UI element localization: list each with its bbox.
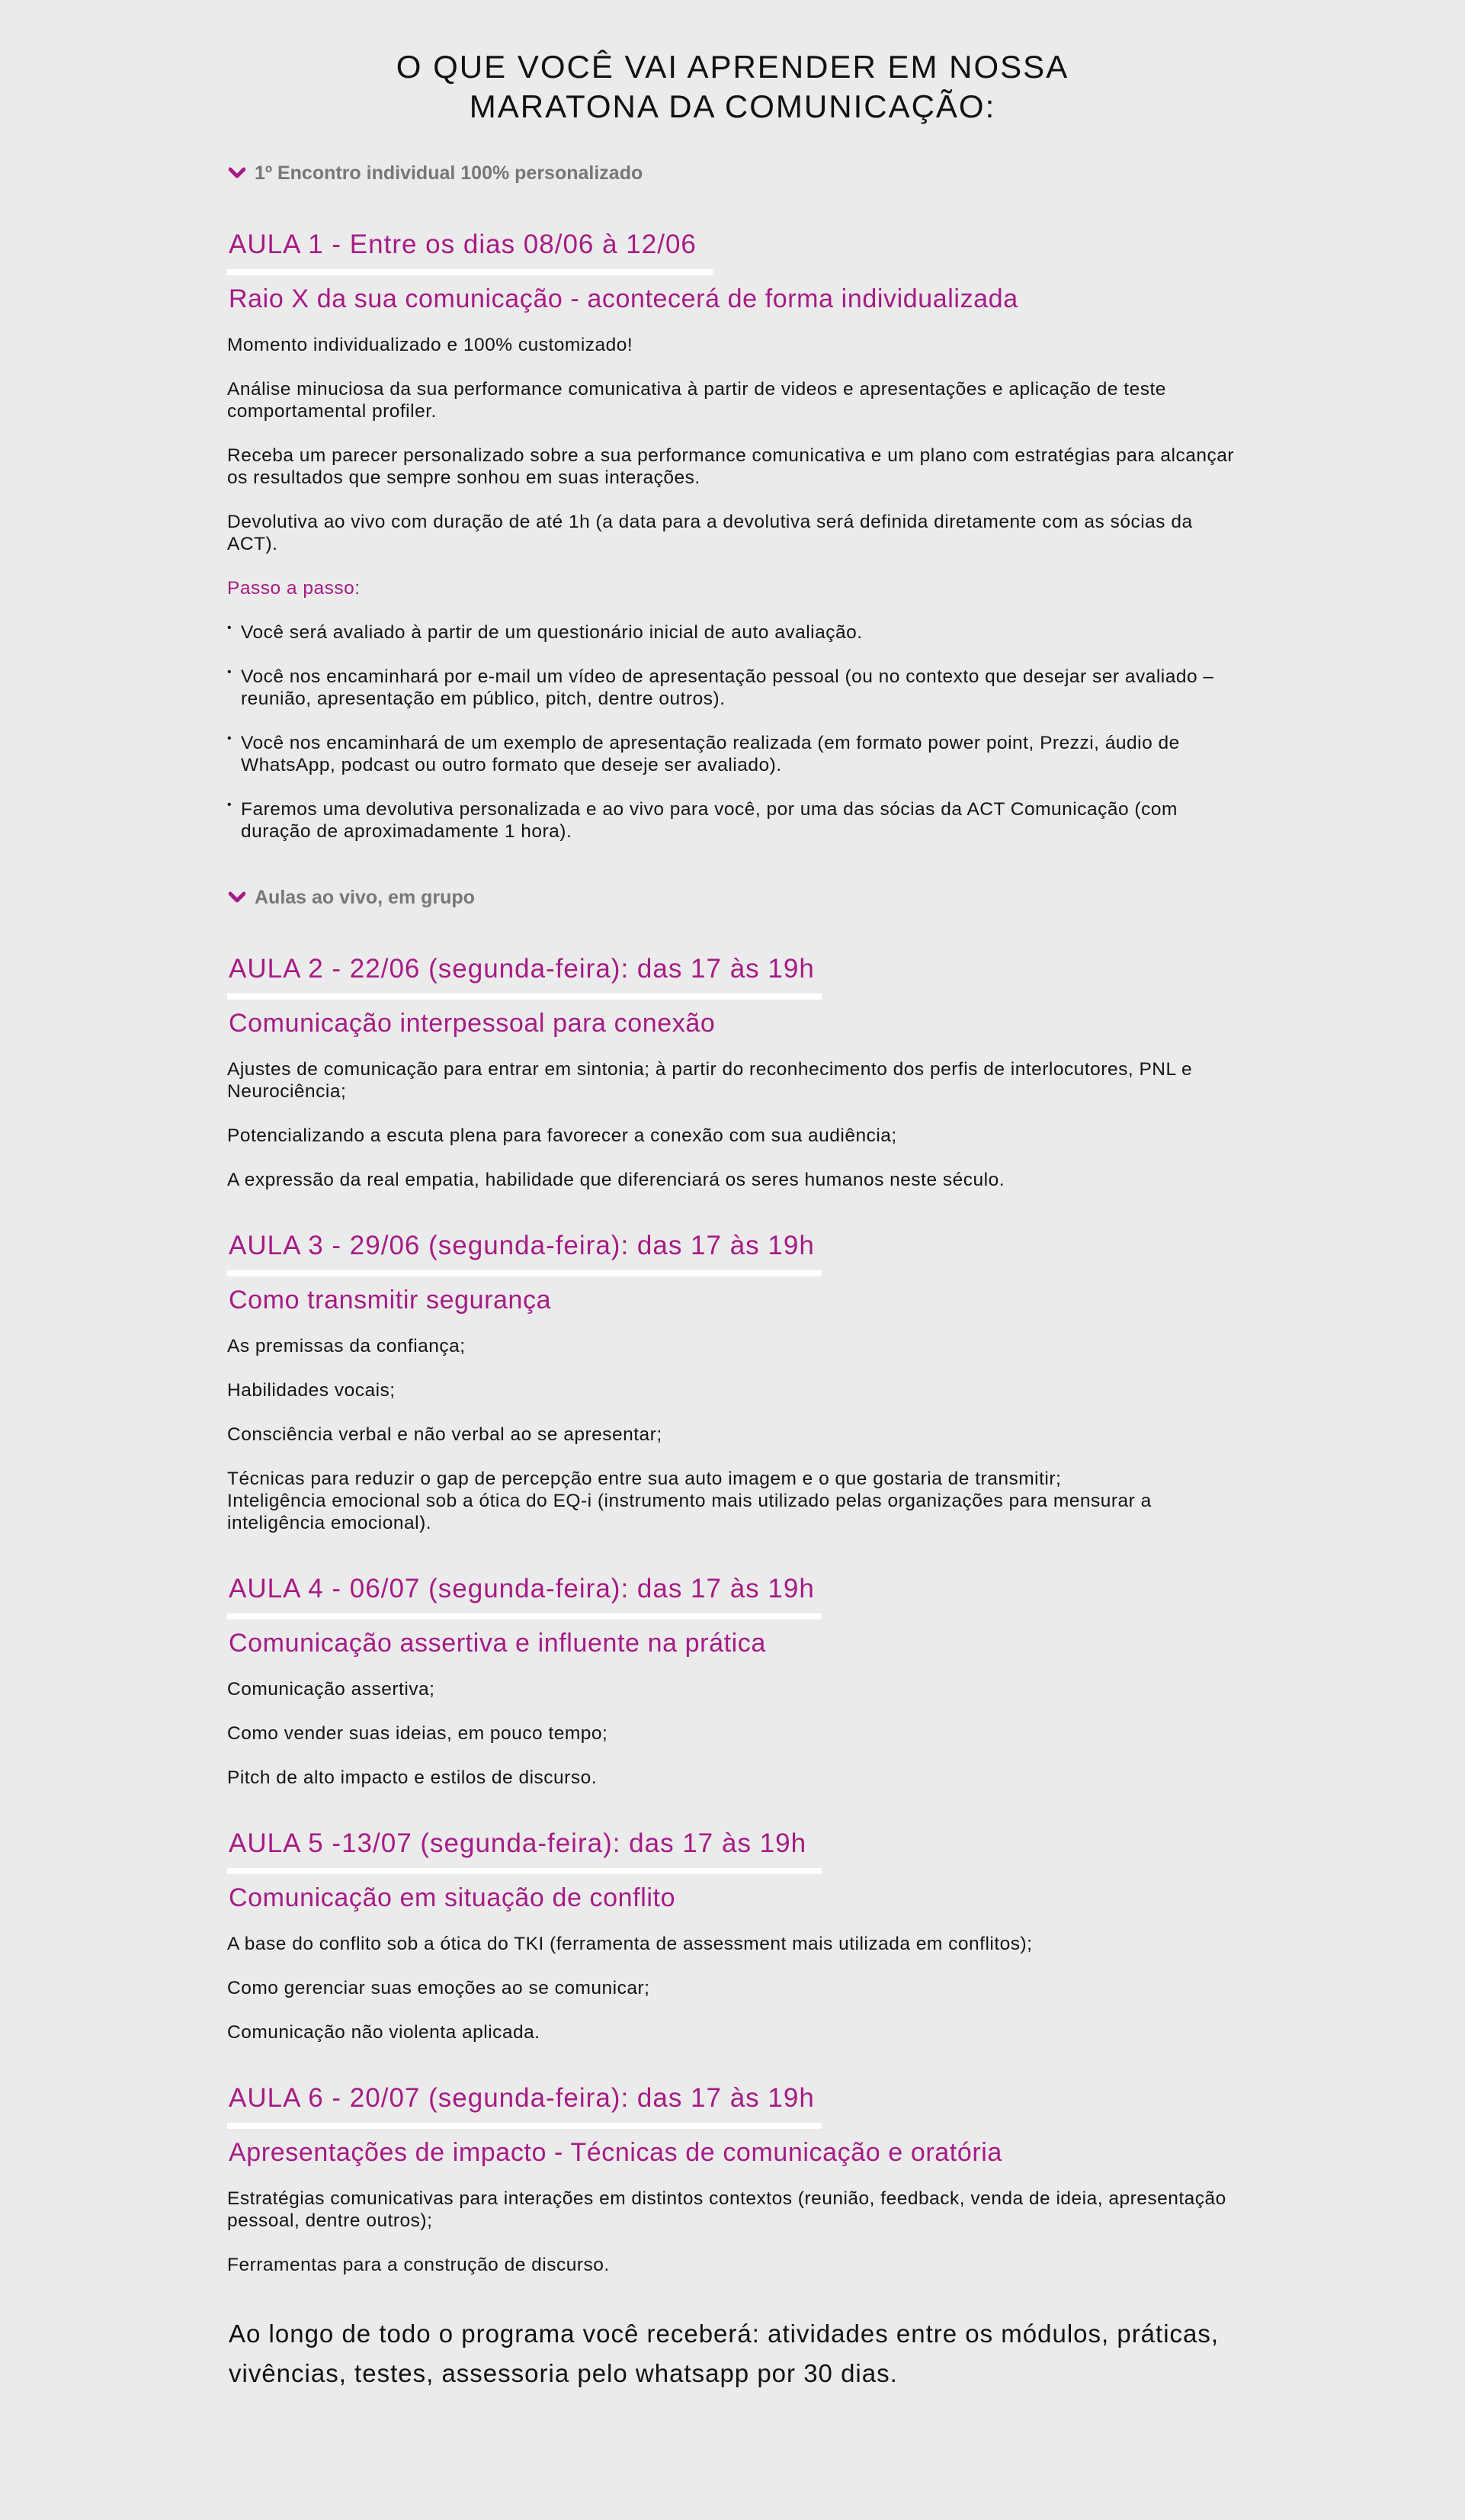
lesson-text: Inteligência emocional sob a ótica do EQ-i (instrumento mais utilizado pelas organizações para mensurar a inteligência emocional).: [227, 1491, 1152, 1533]
lesson-text: Ferramentas para a construção de discurso.: [227, 2255, 610, 2275]
page-title-line-2: MARATONA DA COMUNICAÇÃO:: [469, 88, 996, 124]
bullet-icon: •: [227, 798, 232, 811]
lesson-text: Análise minuciosa da sua performance comunicativa à partir de videos e apresentações e aplicação de teste comportamental profiler.: [227, 379, 1166, 422]
lesson-text: Consciência verbal e não verbal ao se apresentar;: [227, 1424, 662, 1445]
section-toggle-individual[interactable]: [227, 156, 1241, 190]
list-item: [227, 732, 1241, 776]
lesson-text: Como vender suas ideias, em pouco tempo;: [227, 1723, 608, 1744]
lesson-text: A expressão da real empatia, habilidade que diferenciará os seres humanos neste século.: [227, 1170, 1005, 1190]
lesson-text: Momento individualizado e 100% customizado!: [227, 335, 633, 355]
chevron-down-icon: [229, 891, 245, 904]
lesson-subtitle: Apresentações de impacto - Técnicas de comunicação e oratória: [229, 2138, 1002, 2167]
lesson-text: Pitch de alto impacto e estilos de discurso.: [227, 1767, 598, 1788]
page-title: [0, 47, 1465, 127]
lesson-heading: AULA 5 -13/07 (segunda-feira): das 17 às 19h: [227, 1828, 822, 1874]
bullet-icon: •: [227, 666, 232, 679]
lesson-heading: AULA 3 - 29/06 (segunda-feira): das 17 às 19h: [227, 1231, 822, 1276]
lesson-subtitle: Comunicação em situação de conflito: [229, 1883, 676, 1912]
lesson-heading: AULA 6 - 20/07 (segunda-feira): das 17 às 19h: [227, 2083, 822, 2129]
list-item-text: Você nos encaminhará de um exemplo de apresentação realizada (em formato power point, Prezzi, áudio de WhatsApp, podcast ou outro formato que deseje ser avaliado).: [241, 733, 1180, 775]
list-item-text: Você nos encaminhará por e-mail um vídeo de apresentação pessoal (ou no contexto que desejar ser avaliado – reunião, apresentação em público, pitch, dentre outros).: [241, 666, 1214, 709]
page-title-line-1: O QUE VOCÊ VAI APRENDER EM NOSSA: [396, 49, 1069, 85]
lesson-text: Habilidades vocais;: [227, 1380, 396, 1401]
lesson-text: Técnicas para reduzir o gap de percepção entre sua auto imagem e o que gostaria de transmitir;: [227, 1469, 1062, 1489]
list-item: [227, 666, 1241, 710]
lesson-heading: AULA 2 - 22/06 (segunda-feira): das 17 às 19h: [227, 954, 822, 1000]
lesson-text: Ajustes de comunicação para entrar em sintonia; à partir do reconhecimento dos perfis de interlocutores, PNL e Neurociência;: [227, 1059, 1193, 1102]
list-item-text: Faremos uma devolutiva personalizada e ao vivo para você, por uma das sócias da ACT Comunicação (com duração de aproximadamente 1 hora).: [241, 799, 1178, 842]
lesson-subtitle: Raio X da sua comunicação - acontecerá de forma individualizada: [229, 284, 1018, 313]
lesson-text: Receba um parecer personalizado sobre a sua performance comunicativa e um plano com estratégias para alcançar os resultados que sempre sonhou em suas interações.: [227, 445, 1235, 488]
lesson-subtitle: Comunicação interpessoal para conexão: [229, 1009, 716, 1038]
lesson-text: Comunicação assertiva;: [227, 1679, 435, 1700]
bullet-icon: •: [227, 621, 232, 634]
lesson-text: Como gerenciar suas emoções ao se comunicar;: [227, 1978, 650, 1998]
section-toggle-group[interactable]: [227, 881, 1241, 914]
list-item: [227, 798, 1241, 843]
main-content: [227, 156, 1241, 2393]
section-label: 1º Encontro individual 100% personalizado: [255, 162, 643, 184]
lesson-text: Estratégias comunicativas para interações em distintos contextos (reunião, feedback, venda de ideia, apresentação pessoal, dentre outros);: [227, 2188, 1226, 2231]
lesson-text: Devolutiva ao vivo com duração de até 1h (a data para a devolutiva será definida diretamente com as sócias da ACT).: [227, 512, 1193, 554]
chevron-down-icon: [229, 166, 245, 180]
lesson-text: A base do conflito sob a ótica do TKI (ferramenta de assessment mais utilizada em conflitos);: [227, 1934, 1033, 1954]
steps-label: Passo a passo:: [227, 578, 361, 599]
lesson-text: Potencializando a escuta plena para favorecer a conexão com sua audiência;: [227, 1125, 897, 1146]
closing-text: Ao longo de todo o programa você receberá: atividades entre os módulos, práticas, vivências, testes, assessoria pelo whatsapp por 30 dias.: [229, 2319, 1220, 2387]
list-item: [227, 621, 1241, 644]
lesson-text: Comunicação não violenta aplicada.: [227, 2022, 540, 2043]
section-label: Aulas ao vivo, em grupo: [255, 886, 475, 908]
lesson-heading: AULA 1 - Entre os dias 08/06 à 12/06: [227, 230, 713, 275]
lesson-heading: AULA 4 - 06/07 (segunda-feira): das 17 às 19h: [227, 1574, 822, 1620]
lesson-subtitle: Comunicação assertiva e influente na prática: [229, 1629, 766, 1658]
list-item-text: Você será avaliado à partir de um questionário inicial de auto avaliação.: [241, 622, 863, 643]
lesson-text: As premissas da confiança;: [227, 1336, 466, 1356]
bullet-icon: •: [227, 732, 232, 745]
lesson-subtitle: Como transmitir segurança: [229, 1286, 552, 1315]
